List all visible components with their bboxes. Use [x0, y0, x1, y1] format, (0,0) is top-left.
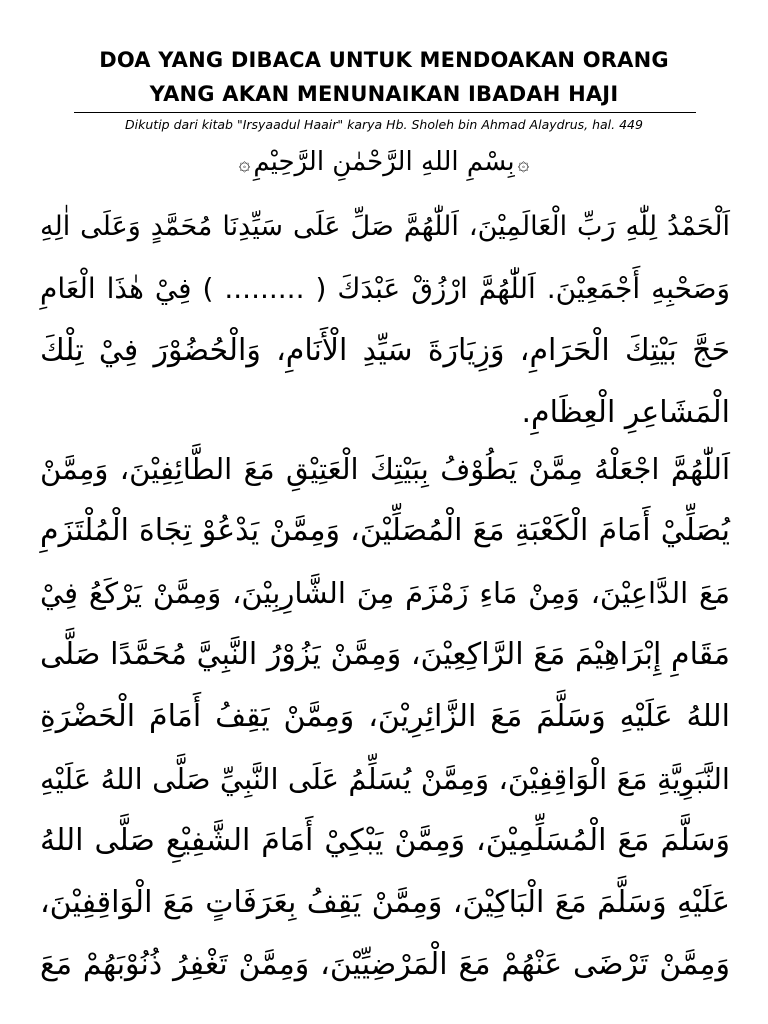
prayer-line: وَسَلَّمَ مَعَ الْمُسَلِّمِيْنَ، وَمِمَّنْ يَبْكِيْ أَمَامَ الشَّفِيْعِ صَلَّى اللهُ	[40, 823, 730, 858]
prayer-line: اَلْحَمْدُ لِلّٰهِ رَبِّ الْعَالَمِيْنَ، اَللّٰهُمَّ صَلِّ عَلَى سَيِّدِنَا مُحَمَّدٍ وَعَلَى اٰلِهِ	[40, 211, 730, 242]
source-citation: Dikutip dari kitab "Irsyaadul Haair" karya Hb. Sholeh bin Ahmad Alaydrus, hal. 449	[125, 117, 643, 132]
prayer-line: يُصَلِّيْ أَمَامَ الْكَعْبَةِ مَعَ الْمُصَلِّيْنَ، وَمِمَّنْ يَدْعُوْ تِجَاهَ الْمُلْتَزَمِ	[40, 513, 730, 548]
prayer-line: وَمِمَّنْ تَرْضَى عَنْهُمْ مَعَ الْمَرْضِيِّيْنَ، وَمِمَّنْ تَغْفِرُ ذُنُوْبَهُمْ مَعَ	[40, 947, 730, 982]
prayer-paragraph-1	[40, 196, 730, 444]
prayer-line: الْمَشَاعِرِ الْعِظَامِ.	[521, 395, 730, 430]
basmalah-heading	[0, 140, 768, 185]
prayer-line: عَلَيْهِ وَسَلَّمَ مَعَ الْبَاكِيْنَ، وَمِمَّنْ يَقِفُ بِعَرَفَاتٍ مَعَ الْوَاقِفِيْنَ،	[40, 885, 730, 920]
prayer-line: حَجَّ بَيْتِكَ الْحَرَامِ، وَزِيَارَةَ سَيِّدِ الْأَنَامِ، وَالْحُضُوْرَ فِيْ تِلْكَ	[40, 333, 730, 368]
prayer-line: مَقَامِ إِبْرَاهِيْمَ مَعَ الرَّاكِعِيْنَ، وَمِمَّنْ يَزُوْرُ النَّبِيَّ مُحَمَّدًا صَلَّى	[40, 637, 730, 672]
document-title-line-2: YANG AKAN MENUNAIKAN IBADAH HAJI	[149, 82, 619, 106]
prayer-line: النَّبَوِيَّةِ مَعَ الْوَاقِفِيْنَ، وَمِمَّنْ يُسَلِّمُ عَلَى النَّبِيِّ صَلَّى اللهُ عَلَيْهِ	[40, 762, 730, 796]
ornament-left-icon: ۞	[238, 150, 251, 175]
ornament-right-icon: ۞	[517, 150, 530, 175]
prayer-line: وَصَحْبِهِ أَجْمَعِيْنَ. اَللّٰهُمَّ ارْزُقْ عَبْدَكَ ( ......... ) فِيْ هٰذَا الْعَامِ	[40, 272, 730, 305]
basmalah-text: بِسْمِ اللهِ الرَّحْمٰنِ الرَّحِيْمِ	[253, 147, 515, 177]
document-title-line-1: DOA YANG DIBACA UNTUK MENDOAKAN ORANG	[99, 48, 669, 72]
prayer-line: اَللّٰهُمَّ اجْعَلْهُ مِمَّنْ يَطُوْفُ بِبَيْتِكَ الْعَتِيْقِ مَعَ الطَّائِفِيْنَ، وَمِمَّنْ	[40, 452, 730, 486]
prayer-line: مَعَ الدَّاعِيْنَ، وَمِنْ مَاءِ زَمْزَمَ مِنَ الشَّارِبِيْنَ، وَمِمَّنْ يَرْكَعُ فِيْ	[40, 576, 730, 610]
title-underline-rule	[74, 112, 696, 113]
prayer-paragraph-2	[40, 438, 730, 996]
prayer-line: اللهُ عَلَيْهِ وَسَلَّمَ مَعَ الزَّائِرِيْنَ، وَمِمَّنْ يَقِفُ أَمَامَ الْحَضْرَةِ	[40, 699, 730, 734]
